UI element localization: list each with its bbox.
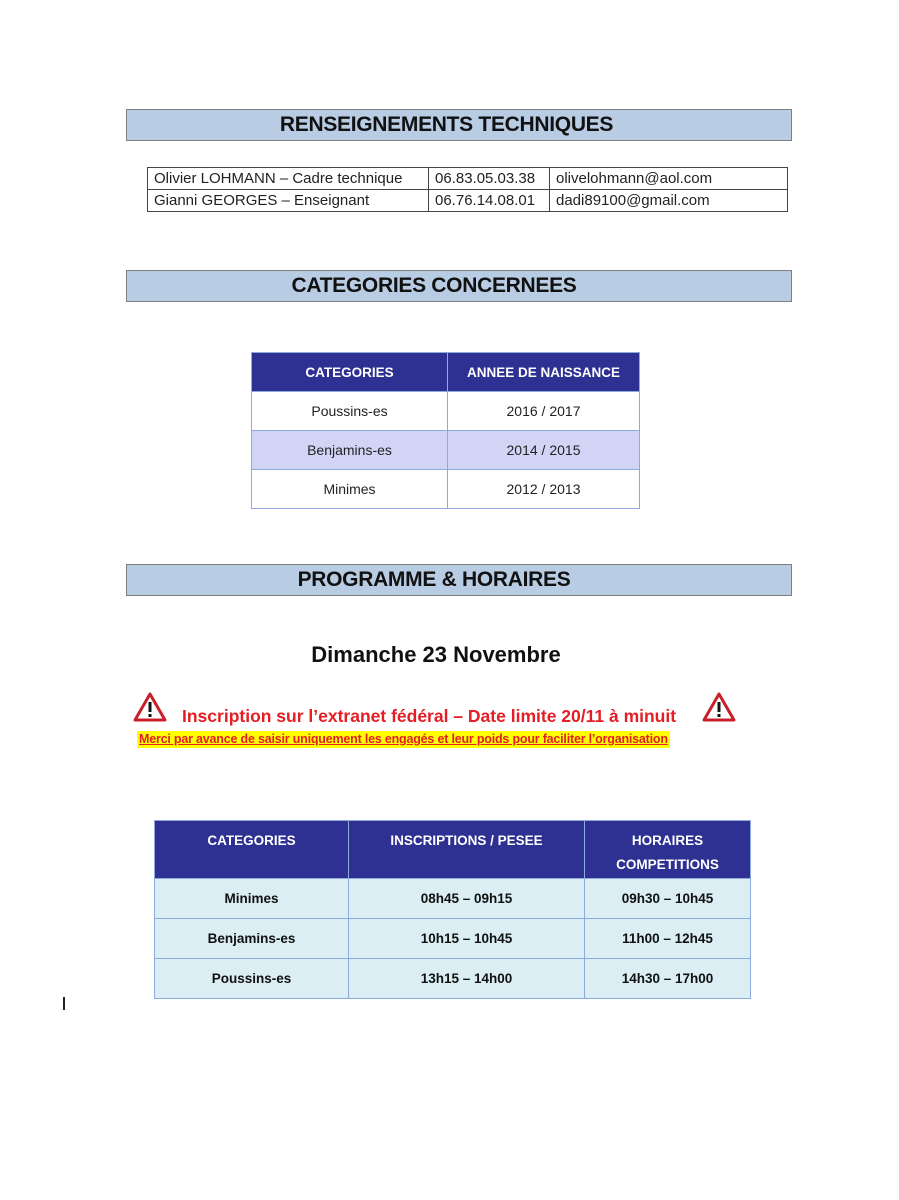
contact-name: Gianni GEORGES – Enseignant [148, 190, 429, 212]
category-cell: Benjamins-es [155, 919, 349, 959]
registration-notice: Inscription sur l’extranet fédéral – Date limite 20/11 à minuit [182, 706, 677, 726]
section-banner-program [126, 564, 792, 596]
column-header: ANNEE DE NAISSANCE [448, 353, 640, 392]
warning-triangle-icon [702, 691, 736, 723]
table-row [252, 392, 640, 431]
column-header: INSCRIPTIONS / PESEE [349, 821, 585, 879]
birth-years-cell: 2014 / 2015 [448, 431, 640, 470]
table-header-row [252, 353, 640, 392]
category-cell: Minimes [155, 879, 349, 919]
competition-cell: 14h30 – 17h00 [585, 959, 751, 999]
weigh-in-cell: 08h45 – 09h15 [349, 879, 585, 919]
text-cursor-mark [63, 997, 65, 1010]
contacts-table [147, 167, 788, 212]
warning-triangle-icon [133, 691, 167, 723]
table-row [155, 879, 751, 919]
column-header: HORAIRES COMPETITIONS [585, 821, 751, 879]
column-header: CATEGORIES [155, 821, 349, 879]
contact-phone: 06.76.14.08.01 [429, 190, 550, 212]
section-title: PROGRAMME & HORAIRES [297, 568, 571, 591]
category-cell: Minimes [252, 470, 448, 509]
category-cell: Poussins-es [252, 392, 448, 431]
category-cell: Poussins-es [155, 959, 349, 999]
event-date: Dimanche 23 Novembre [311, 642, 561, 667]
table-row [148, 168, 788, 190]
competition-cell: 09h30 – 10h45 [585, 879, 751, 919]
contact-phone: 06.83.05.03.38 [429, 168, 550, 190]
contact-name: Olivier LOHMANN – Cadre technique [148, 168, 429, 190]
birth-years-cell: 2016 / 2017 [448, 392, 640, 431]
table-row [252, 470, 640, 509]
competition-cell: 11h00 – 12h45 [585, 919, 751, 959]
registration-sub-notice: Merci par avance de saisir uniquement les engagés et leur poids pour faciliter l’organisation [139, 732, 668, 746]
birth-years-cell: 2012 / 2013 [448, 470, 640, 509]
section-title: RENSEIGNEMENTS TECHNIQUES [279, 113, 614, 136]
table-row [155, 959, 751, 999]
table-header-row [155, 821, 751, 879]
section-banner-categories [126, 270, 792, 302]
contact-email: olivelohmann@aol.com [550, 168, 788, 190]
weigh-in-cell: 13h15 – 14h00 [349, 959, 585, 999]
column-header: CATEGORIES [252, 353, 448, 392]
table-row [252, 431, 640, 470]
category-cell: Benjamins-es [252, 431, 448, 470]
contact-email: dadi89100@gmail.com [550, 190, 788, 212]
section-title: CATEGORIES CONCERNEES [291, 274, 577, 297]
table-row [148, 190, 788, 212]
weigh-in-cell: 10h15 – 10h45 [349, 919, 585, 959]
table-row [155, 919, 751, 959]
section-banner-technical-info [126, 109, 792, 141]
schedule-table [154, 820, 751, 999]
categories-table [251, 352, 640, 509]
